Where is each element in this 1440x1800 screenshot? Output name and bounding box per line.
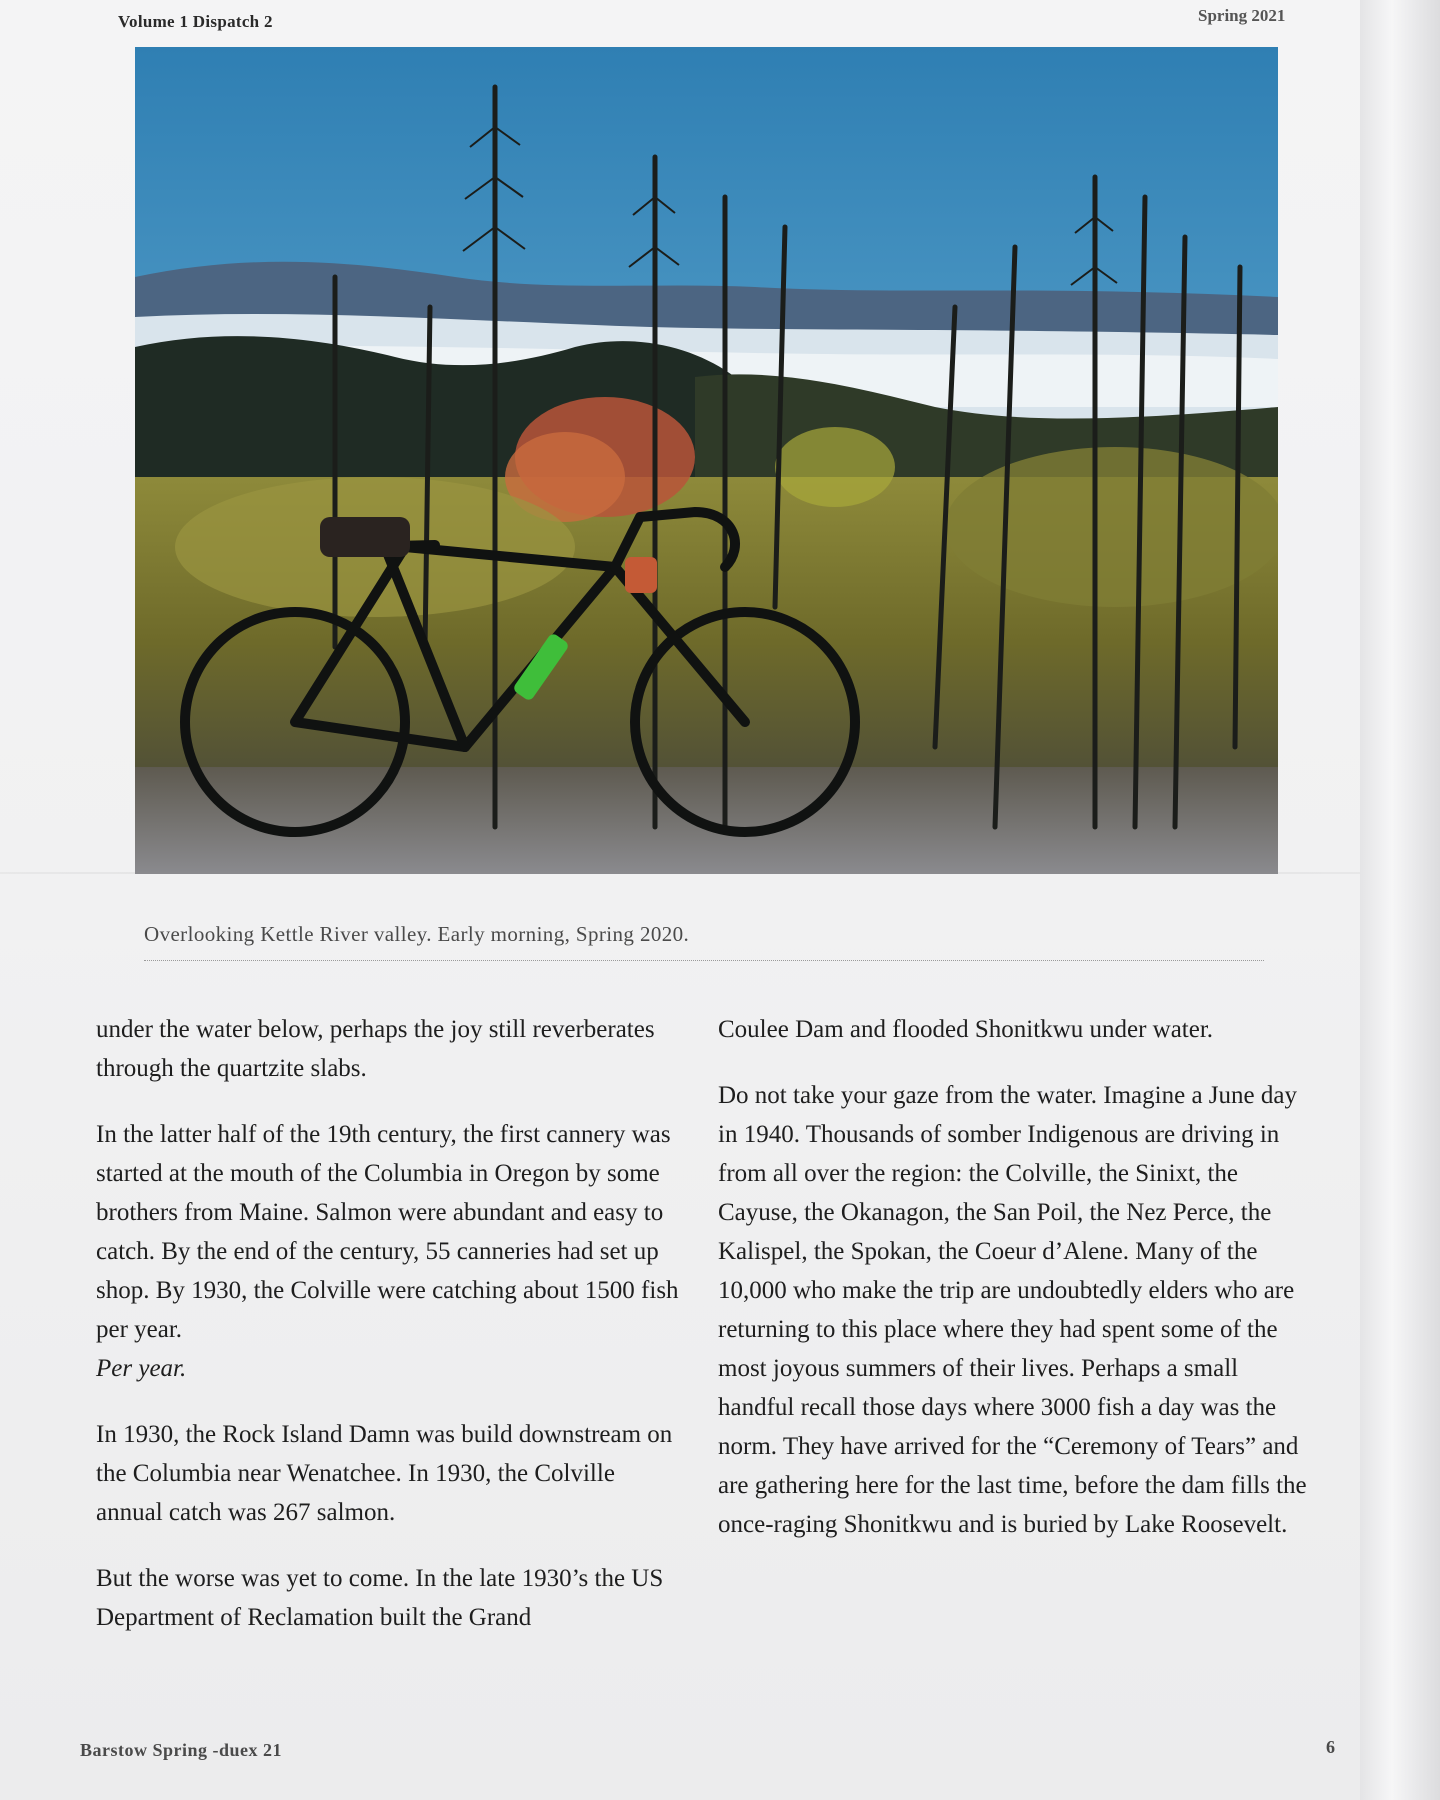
photo-illustration xyxy=(135,47,1278,874)
page-number: 6 xyxy=(1326,1737,1335,1757)
left-paragraph-2-emphasis: Per year. xyxy=(96,1355,187,1382)
photo-bicycle-valley xyxy=(135,47,1278,874)
right-paragraph-2: Do not take your gaze from the water. Imagine a June day in 1940. Thousands of somber Indigenous are driving in from all over the region: the Colville, the Sinixt, the Cayuse, the Okanagon, the San Poil, the Nez Perce, the Kalispel, the Spokan, the Coeur d’Alene. Many of the 10,000 who make the trip are undoubtedly elders who are returning to this place where they had spent some of the most joyous summers of their lives. Perhaps a small handful recall those days where 3000 fish a day was the norm. They have arrived for the “Ceremony of Tears” and are gathering here for the last time, before the dam fills the once-raging Shonitkwu and is buried by Lake Roosevelt. xyxy=(718,1082,1307,1538)
footer-publication: Barstow Spring -duex 21 xyxy=(80,1740,283,1760)
left-paragraph-4: But the worse was yet to come. In the late 1930’s the US Department of Reclamation built the Grand xyxy=(96,1565,664,1631)
left-paragraph-3: In 1930, the Rock Island Damn was build downstream on the Columbia near Wenatchee. In 1930, the Colville annual catch was 267 salmon. xyxy=(96,1421,673,1526)
background-page-edge xyxy=(1360,0,1440,1800)
article-column-right xyxy=(718,1010,1318,1571)
photo-caption: Overlooking Kettle River valley. Early morning, Spring 2020. xyxy=(144,922,690,946)
left-paragraph-2 xyxy=(96,1115,686,1388)
header-season: Spring 2021 xyxy=(1198,6,1286,25)
right-paragraph-1: Coulee Dam and flooded Shonitkwu under water. xyxy=(718,1016,1214,1043)
header-issue: Volume 1 Dispatch 2 xyxy=(118,12,273,31)
caption-divider xyxy=(144,960,1264,961)
left-paragraph-1: under the water below, perhaps the joy still reverberates through the quartzite slabs. xyxy=(96,1016,655,1082)
article-column-left xyxy=(96,1010,686,1664)
left-paragraph-2-text: In the latter half of the 19th century, the first cannery was started at the mouth of the Columbia in Oregon by some brothers from Maine. Salmon were abundant and easy to catch. By the end of the century, 55 canneries had set up shop. By 1930, the Colville were catching about 1500 fish per year. xyxy=(96,1121,679,1343)
